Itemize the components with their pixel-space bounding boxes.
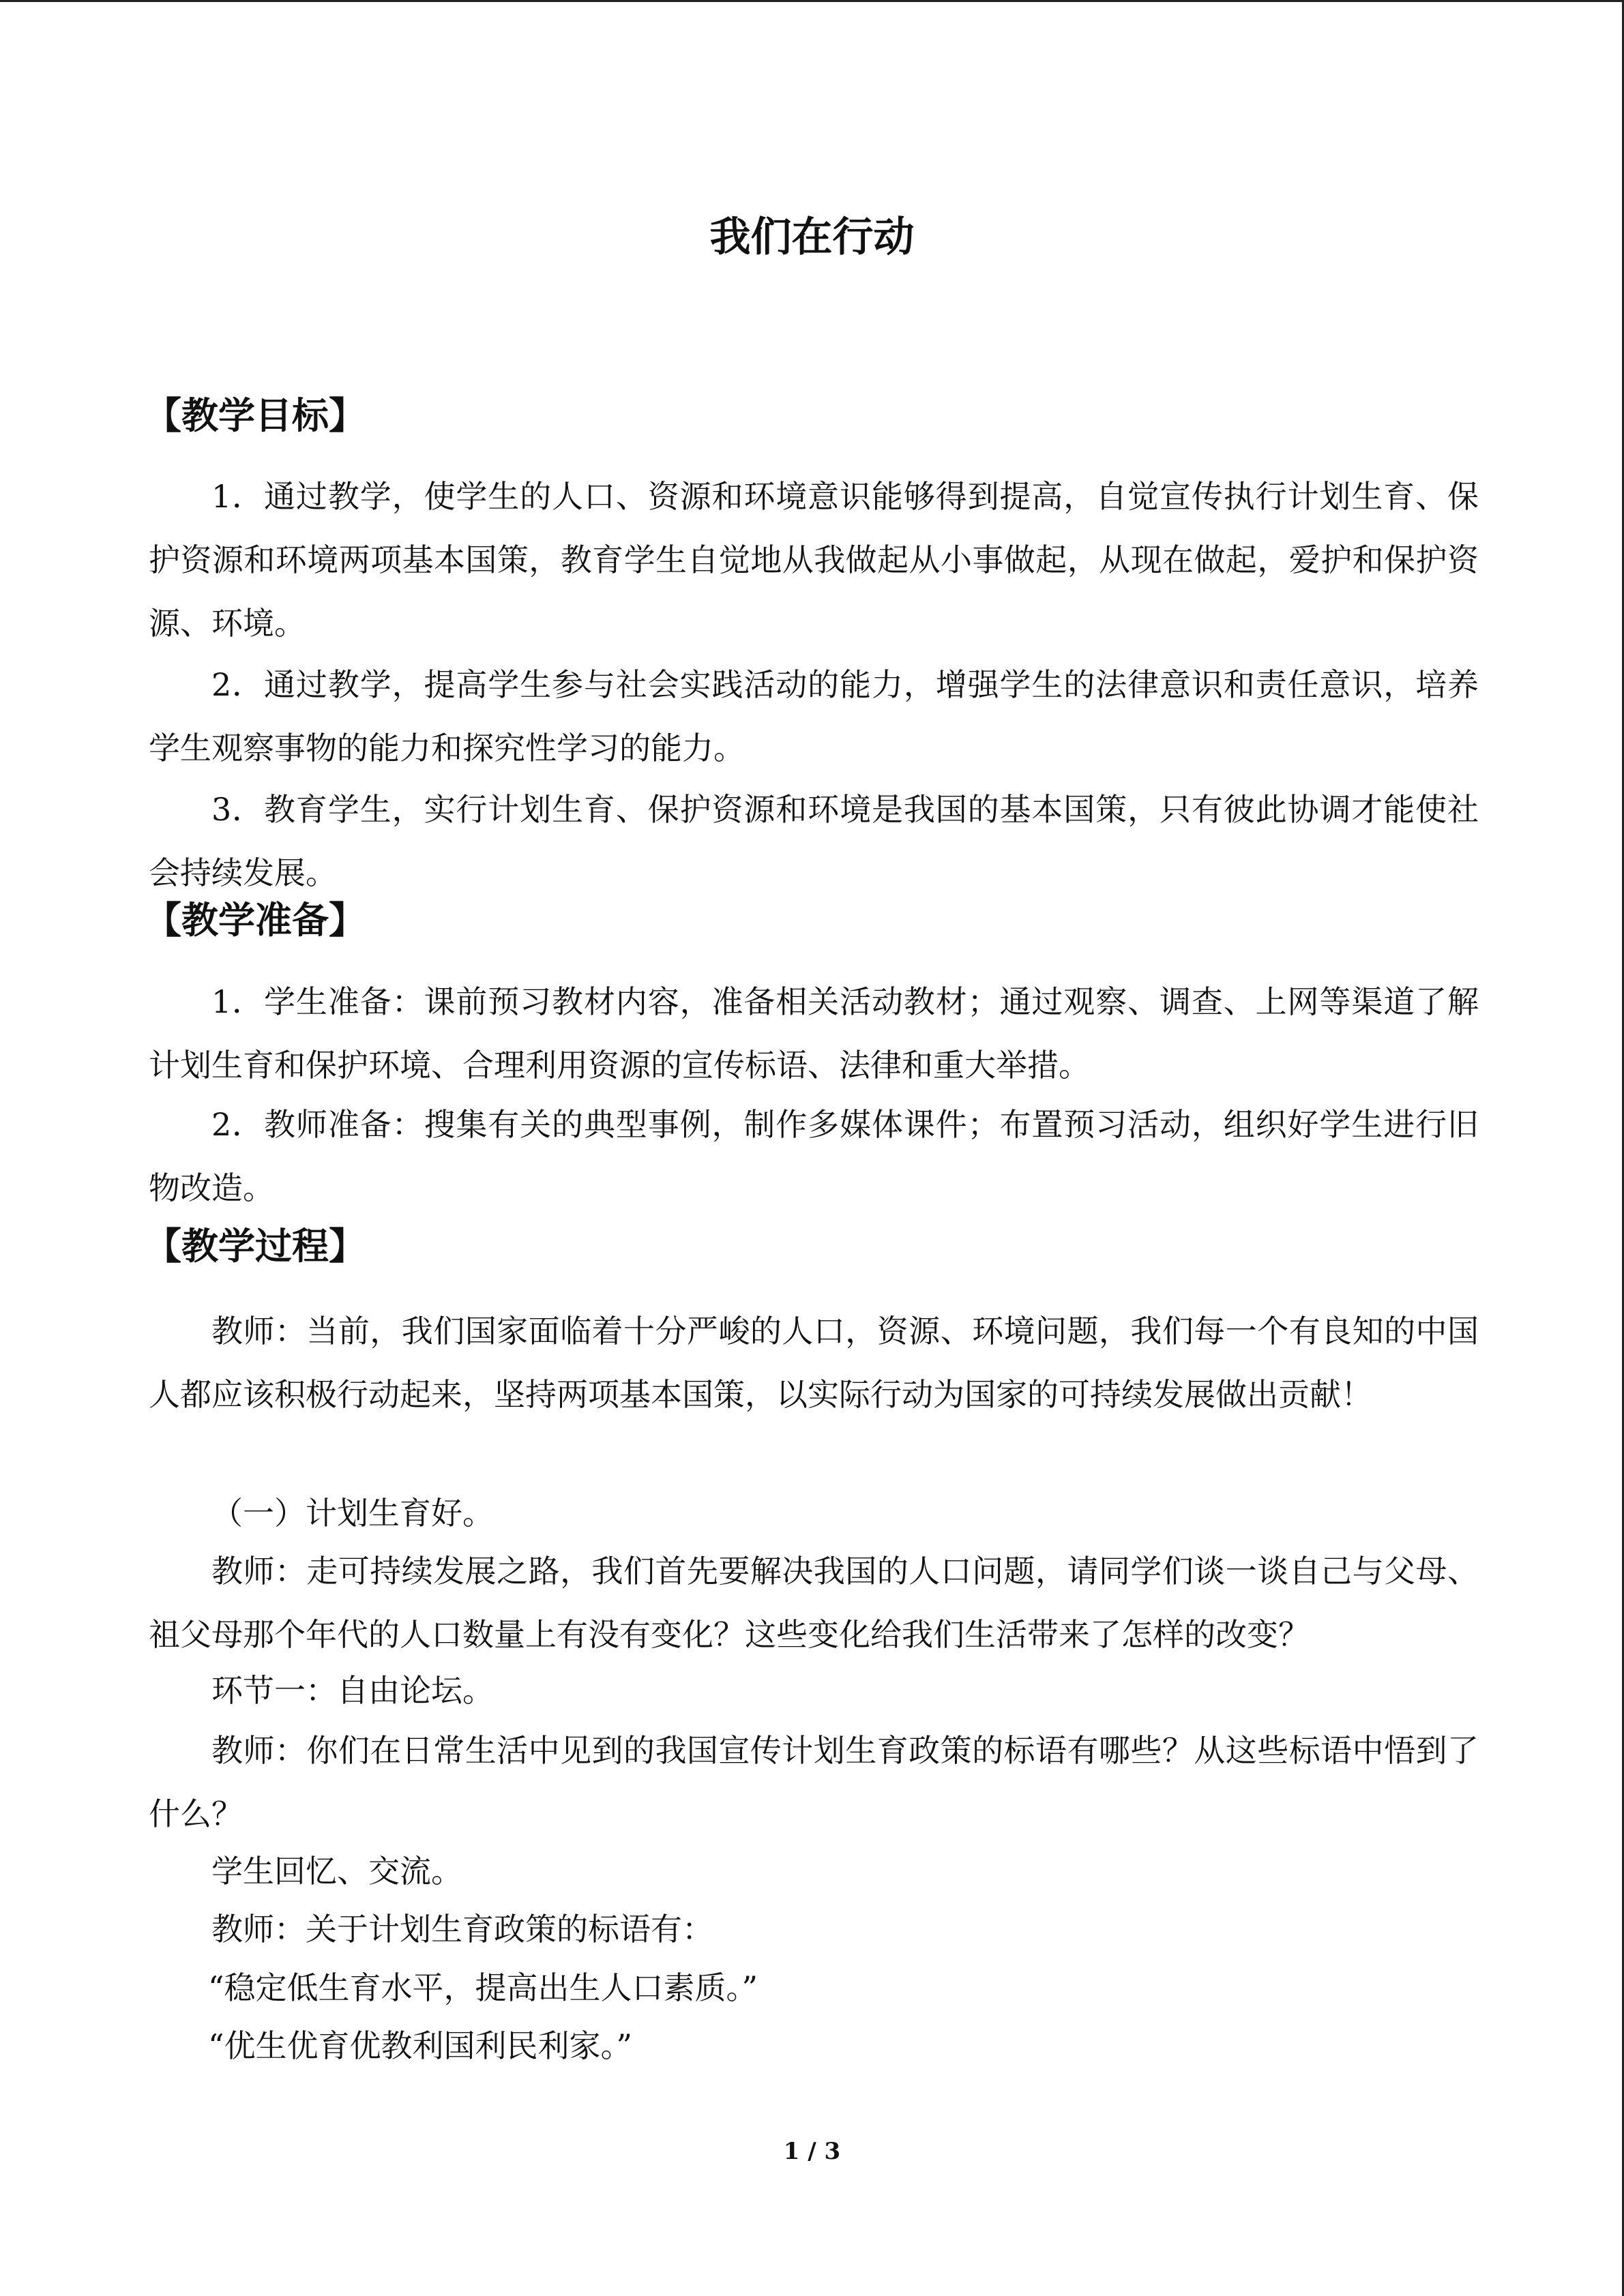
process-paragraph-6: 学生回忆、交流。 — [211, 1853, 462, 1890]
preparation-paragraph-2: 2．教师准备：搜集有关的典型事例，制作多媒体课件；布置预习活动，组织好学生进行旧物改造。 — [149, 1106, 1479, 1206]
process-paragraph-1: 教师：当前，我们国家面临着十分严峻的人口，资源、环境问题，我们每一个有良知的中国人都应该积极行动起来，坚持两项基本国策，以实际行动为国家的可持续发展做出贡献！ — [149, 1313, 1479, 1413]
objective-paragraph-1: 1．通过教学，使学生的人口、资源和环境意识能够得到提高，自觉宣传执行计划生育、保护资源和环境两项基本国策，教育学生自觉地从我做起从小事做起，从现在做起，爱护和保护资源、环境。 — [149, 478, 1479, 642]
preparation-paragraph-1: 1．学生准备：课前预习教材内容，准备相关活动教材；通过观察、调查、上网等渠道了解计划生育和保护环境、合理利用资源的宣传标语、法律和重大举措。 — [149, 983, 1479, 1084]
objective-paragraph-2: 2．通过教学，提高学生参与社会实践活动的能力，增强学生的法律意识和责任意识，培养学生观察事物的能力和探究性学习的能力。 — [149, 666, 1479, 766]
process-paragraph-5: 教师：你们在日常生活中见到的我国宣传计划生育政策的标语有哪些？从这些标语中悟到了什么？ — [149, 1732, 1479, 1832]
process-paragraph-2: （一）计划生育好。 — [211, 1495, 494, 1532]
process-paragraph-7: 教师：关于计划生育政策的标语有： — [211, 1911, 713, 1948]
slogan-quote-1: “稳定低生育水平，提高出生人口素质。” — [208, 1969, 758, 2006]
section-heading-process: 【教学过程】 — [145, 1225, 366, 1268]
process-paragraph-4: 环节一：自由论坛。 — [211, 1672, 494, 1709]
process-paragraph-3: 教师：走可持续发展之路，我们首先要解决我国的人口问题，请同学们谈一谈自己与父母、祖父母那个年代的人口数量上有没有变化？这些变化给我们生活带来了怎样的改变？ — [149, 1553, 1479, 1653]
page-number: 1 / 3 — [783, 2138, 841, 2165]
document-title: 我们在行动 — [709, 213, 915, 261]
slogan-quote-2: “优生优育优教利国利民利家。” — [208, 2027, 633, 2064]
section-heading-preparation: 【教学准备】 — [145, 899, 366, 942]
objective-paragraph-3: 3．教育学生，实行计划生育、保护资源和环境是我国的基本国策，只有彼此协调才能使社会持续发展。 — [149, 791, 1479, 891]
section-heading-objectives: 【教学目标】 — [145, 394, 366, 437]
